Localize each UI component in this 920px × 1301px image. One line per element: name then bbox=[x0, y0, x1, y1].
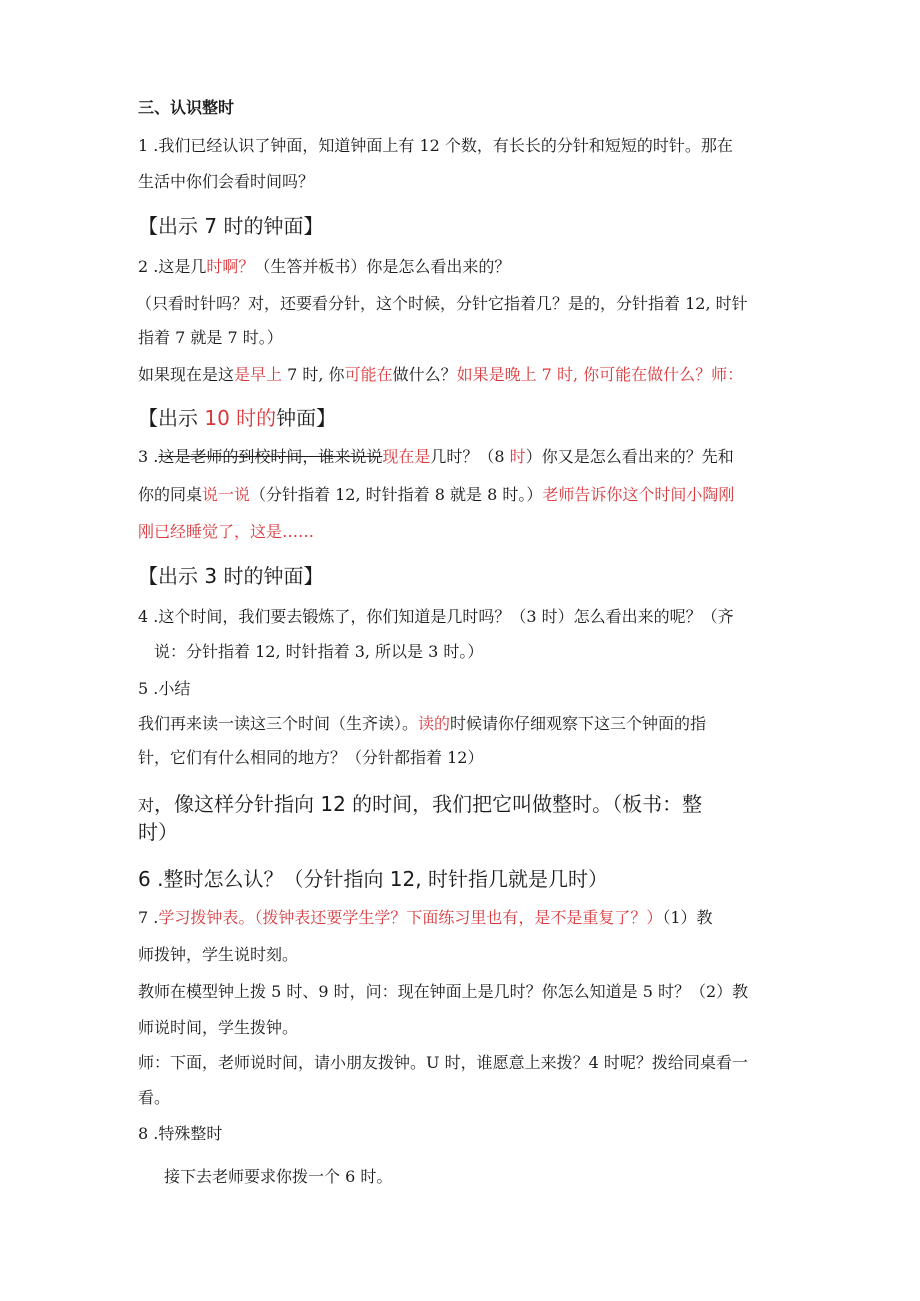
p2q-red-c: 如果是晚上 7 时, 你可能在做什么？师： bbox=[456, 365, 744, 384]
show-7-clock-heading: 【出示 7 时的钟面】 bbox=[138, 214, 324, 238]
paragraph-4-line-1: 4 .这个时间，我们要去锻炼了，你们知道是几时吗？（3 时）怎么看出来的呢？（齐 bbox=[138, 607, 734, 626]
p3-red-b: 时 bbox=[509, 447, 526, 466]
show-10-clock-heading bbox=[138, 405, 336, 431]
paragraph-7-line-1 bbox=[138, 908, 713, 928]
p3-text-c: 你的同桌 bbox=[138, 485, 203, 504]
p5-red: 读的 bbox=[418, 714, 451, 733]
p2q-text-c: 做什么？ bbox=[392, 365, 457, 384]
paragraph-7b-line-1: 教师在模型钟上拨 5 时、9 时，问：现在钟面上是几时？你怎么知道是 5 时？（2）教 bbox=[138, 982, 749, 1001]
show10-text-b: 钟面】 bbox=[276, 406, 337, 430]
section-title: 三、认识整时 bbox=[138, 98, 235, 117]
p3-text-b: ）你又是怎么看出来的？先和 bbox=[525, 447, 734, 466]
paragraph-5-heading: 5 .小结 bbox=[138, 679, 191, 698]
p5-text-b: 时候请你仔细观察下这三个钟面的指 bbox=[450, 714, 707, 733]
p7-number: 7 . bbox=[138, 908, 159, 927]
paragraph-2-note-line-1: （只看时针吗？对，还要看分针，这个时候，分针它指着几？是的，分针指着 12, 时针 bbox=[136, 294, 748, 313]
paragraph-1-line-2: 生活中你们会看时间吗？ bbox=[138, 172, 315, 191]
paragraph-4-line-2: 说：分针指着 12, 时针指着 3, 所以是 3 时。） bbox=[154, 642, 484, 661]
paragraph-3-line-3: 刚已经睡觉了，这是…… bbox=[138, 522, 315, 541]
p2-red-a: 时啊？ bbox=[206, 257, 255, 276]
p2q-red-a: 是早上 bbox=[234, 365, 283, 384]
p3-number: 3 . bbox=[138, 447, 159, 466]
paragraph-6: 6 .整时怎么认？（分针指向 12, 时针指几就是几时） bbox=[138, 867, 608, 891]
whole-hour-definition-line-2: 时） bbox=[138, 820, 178, 844]
p3-red-d: 老师告诉你这个时间小陶刚 bbox=[542, 485, 735, 504]
p2-text-b: （生答并板书）你是怎么看出来的？ bbox=[254, 257, 511, 276]
p2-text-a: 2 .这是几 bbox=[138, 257, 207, 276]
p7-text: （1）教 bbox=[662, 908, 713, 927]
paragraph-1-line-1: 1 .我们已经认识了钟面，知道钟面上有 12 个数，有长长的分针和短短的时针。那在 bbox=[138, 136, 733, 155]
p2q-red-b: 可能在 bbox=[344, 365, 393, 384]
show10-red: 10 时的 bbox=[204, 406, 277, 430]
p2q-text-b: 7 时, 你 bbox=[282, 365, 345, 384]
p5-text-a: 我们再来读一读这三个时间（生齐读）。 bbox=[138, 714, 419, 733]
paragraph-2-note-line-2: 指着 7 就是 7 时。） bbox=[138, 328, 283, 347]
def-text-a: 对 bbox=[138, 796, 155, 815]
paragraph-8-heading: 8 .特殊整时 bbox=[138, 1124, 223, 1143]
p3-red-a: 现在是 bbox=[382, 447, 431, 466]
p3-text-d: （分针指着 12, 时针指着 8 就是 8 时。） bbox=[250, 485, 543, 504]
p7-red: 学习拨钟表。（拨钟表还要学生学？下面练习里也有，是不是重复了？） bbox=[158, 908, 663, 927]
p2q-text-a: 如果现在是这 bbox=[138, 365, 235, 384]
p3-strikethrough: 这是老师的到校时间，谁来说说 bbox=[158, 447, 383, 466]
p3-text-a: 几时？（8 bbox=[430, 447, 510, 466]
paragraph-5-body-line-2: 针，它们有什么相同的地方？（分针都指着 12） bbox=[138, 748, 484, 767]
paragraph-5-body-line-1 bbox=[138, 714, 706, 734]
paragraph-7c-line-1: 师：下面，老师说时间，请小朋友拨钟。U 时，谁愿意上来拨？4 时呢？拨给同桌看一 bbox=[138, 1053, 748, 1072]
paragraph-3-line-1 bbox=[138, 447, 734, 467]
paragraph-3-line-2 bbox=[138, 485, 734, 505]
p3-red-c: 说一说 bbox=[202, 485, 251, 504]
paragraph-8-body: 接下去老师要求你拨一个 6 时。 bbox=[164, 1167, 393, 1186]
show-3-clock-heading: 【出示 3 时的钟面】 bbox=[138, 564, 324, 588]
whole-hour-definition-line-1 bbox=[138, 791, 702, 819]
paragraph-7-line-2: 师拨钟，学生说时刻。 bbox=[138, 945, 299, 964]
paragraph-2-question bbox=[138, 365, 743, 385]
show10-text-a: 【出示 bbox=[138, 406, 205, 430]
paragraph-2 bbox=[138, 257, 510, 277]
paragraph-7b-line-2: 师说时间，学生拨钟。 bbox=[138, 1018, 299, 1037]
def-text-b: ，像这样分针指向 12 的时间，我们把它叫做整时。（板书：整 bbox=[154, 792, 703, 816]
paragraph-7c-line-2: 看。 bbox=[138, 1088, 171, 1107]
